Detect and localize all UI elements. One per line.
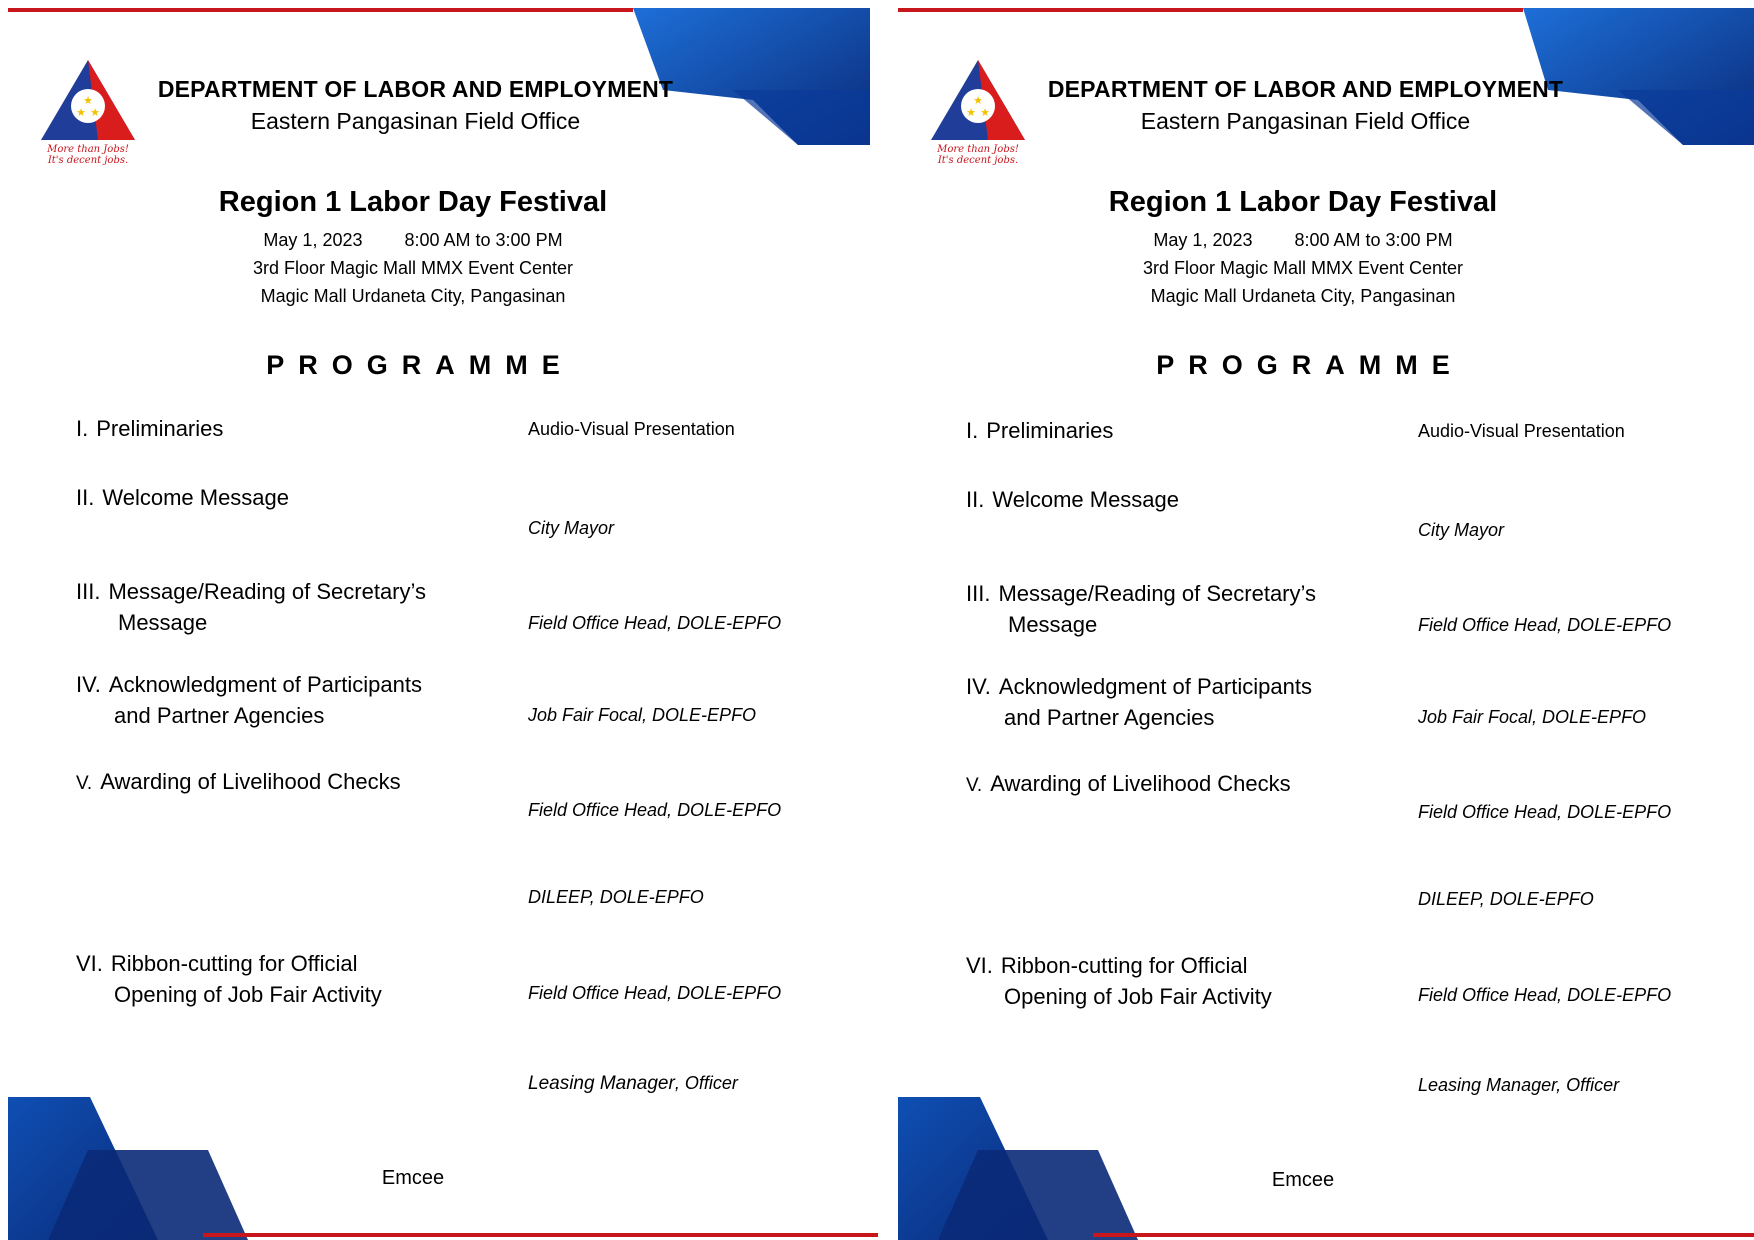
role-job-fair-focal: Job Fair Focal, DOLE-EPFO	[528, 705, 757, 725]
role-field-office-head: Field Office Head, DOLE-EPFO	[1418, 985, 1672, 1005]
role-field-office-head: Field Office Head, DOLE-EPFO	[528, 800, 782, 820]
programme-item: I. Preliminaries	[966, 418, 1114, 443]
programme-item: VI. Ribbon-cutting for Official Opening of Job Fair Activity	[76, 951, 382, 1007]
top-red-line	[898, 8, 1523, 12]
role-dileep: DILEEP, DOLE-EPFO	[528, 887, 704, 907]
emcee-label: Emcee	[381, 1167, 445, 1189]
department-name: DEPARTMENT OF LABOR AND EMPLOYMENT	[1047, 76, 1564, 102]
event-date: May 1, 2023	[263, 230, 363, 250]
svg-text:It's decent jobs.: It's decent jobs.	[47, 155, 129, 165]
event-time: 8:00 AM to 3:00 PM	[1294, 230, 1453, 250]
programme-page-right	[898, 0, 1754, 1240]
role-mayor: City Mayor	[528, 518, 615, 538]
programme-item: IV. Acknowledgment of Participants and Partner Agencies	[76, 672, 422, 728]
svg-text:★: ★	[966, 106, 976, 119]
event-venue: 3rd Floor Magic Mall MMX Event Center	[1142, 258, 1464, 278]
role-leasing-manager: Leasing Manager, Officer	[1418, 1075, 1620, 1095]
programme-item: IV. Acknowledgment of Participants and Partner Agencies	[966, 674, 1312, 730]
dole-logo-icon	[928, 60, 1028, 165]
programme-item: V. Awarding of Livelihood Checks	[76, 769, 401, 794]
svg-text:★: ★	[76, 106, 86, 119]
event-venue: 3rd Floor Magic Mall MMX Event Center	[252, 258, 574, 278]
svg-text:★: ★	[90, 106, 100, 119]
role-field-office-head: Field Office Head, DOLE-EPFO	[528, 983, 782, 1003]
programme-heading: PROGRAMME	[1156, 350, 1464, 380]
event-title: Region 1 Labor Day Festival	[1108, 186, 1498, 218]
event-date-time	[898, 230, 1708, 251]
role-field-office-head: Field Office Head, DOLE-EPFO	[1418, 802, 1672, 822]
role-field-office-head: Field Office Head, DOLE-EPFO	[1418, 615, 1672, 635]
event-time: 8:00 AM to 3:00 PM	[404, 230, 563, 250]
role-av: Audio-Visual Presentation	[1418, 421, 1625, 441]
top-red-line	[8, 8, 633, 12]
event-date: May 1, 2023	[1153, 230, 1253, 250]
programme-item: II. Welcome Message	[76, 485, 290, 510]
bottom-red-line	[203, 1233, 878, 1237]
programme-item: III. Message/Reading of Secretary’s Message	[966, 581, 1316, 637]
field-office-name: Eastern Pangasinan Field Office	[1140, 108, 1471, 134]
svg-text:★: ★	[980, 106, 990, 119]
role-mayor: City Mayor	[1418, 520, 1505, 540]
svg-text:More than Jobs!: More than Jobs!	[47, 144, 129, 155]
bottom-red-line	[1093, 1233, 1754, 1237]
programme-item: V. Awarding of Livelihood Checks	[966, 771, 1291, 796]
svg-text:★: ★	[973, 94, 983, 107]
role-field-office-head: Field Office Head, DOLE-EPFO	[528, 613, 782, 633]
svg-text:More than Jobs!: More than Jobs!	[937, 144, 1019, 155]
programme-item: III. Message/Reading of Secretary’s Message	[76, 579, 426, 635]
programme-item: VI. Ribbon-cutting for Official Opening of Job Fair Activity	[966, 953, 1272, 1009]
role-dileep: DILEEP, DOLE-EPFO	[1418, 889, 1594, 909]
programme-page-left	[8, 0, 878, 1240]
programme-item: II. Welcome Message	[966, 487, 1180, 512]
department-name: DEPARTMENT OF LABOR AND EMPLOYMENT	[157, 76, 674, 102]
role-job-fair-focal: Job Fair Focal, DOLE-EPFO	[1418, 707, 1647, 727]
emcee-label: Emcee	[1271, 1169, 1335, 1191]
dole-logo-icon	[38, 60, 138, 165]
svg-text:It's decent jobs.: It's decent jobs.	[937, 155, 1019, 165]
role-av: Audio-Visual Presentation	[528, 419, 735, 439]
field-office-name: Eastern Pangasinan Field Office	[250, 108, 581, 134]
programme-item: I. Preliminaries	[76, 416, 224, 441]
event-title: Region 1 Labor Day Festival	[218, 186, 608, 218]
event-city: Magic Mall Urdaneta City, Pangasinan	[1150, 286, 1456, 306]
svg-text:★: ★	[83, 94, 93, 107]
event-date-time	[8, 230, 818, 251]
role-leasing-manager: Leasing Manager, Officer	[528, 1073, 738, 1094]
programme-heading: PROGRAMME	[266, 350, 574, 380]
event-city: Magic Mall Urdaneta City, Pangasinan	[260, 286, 566, 306]
